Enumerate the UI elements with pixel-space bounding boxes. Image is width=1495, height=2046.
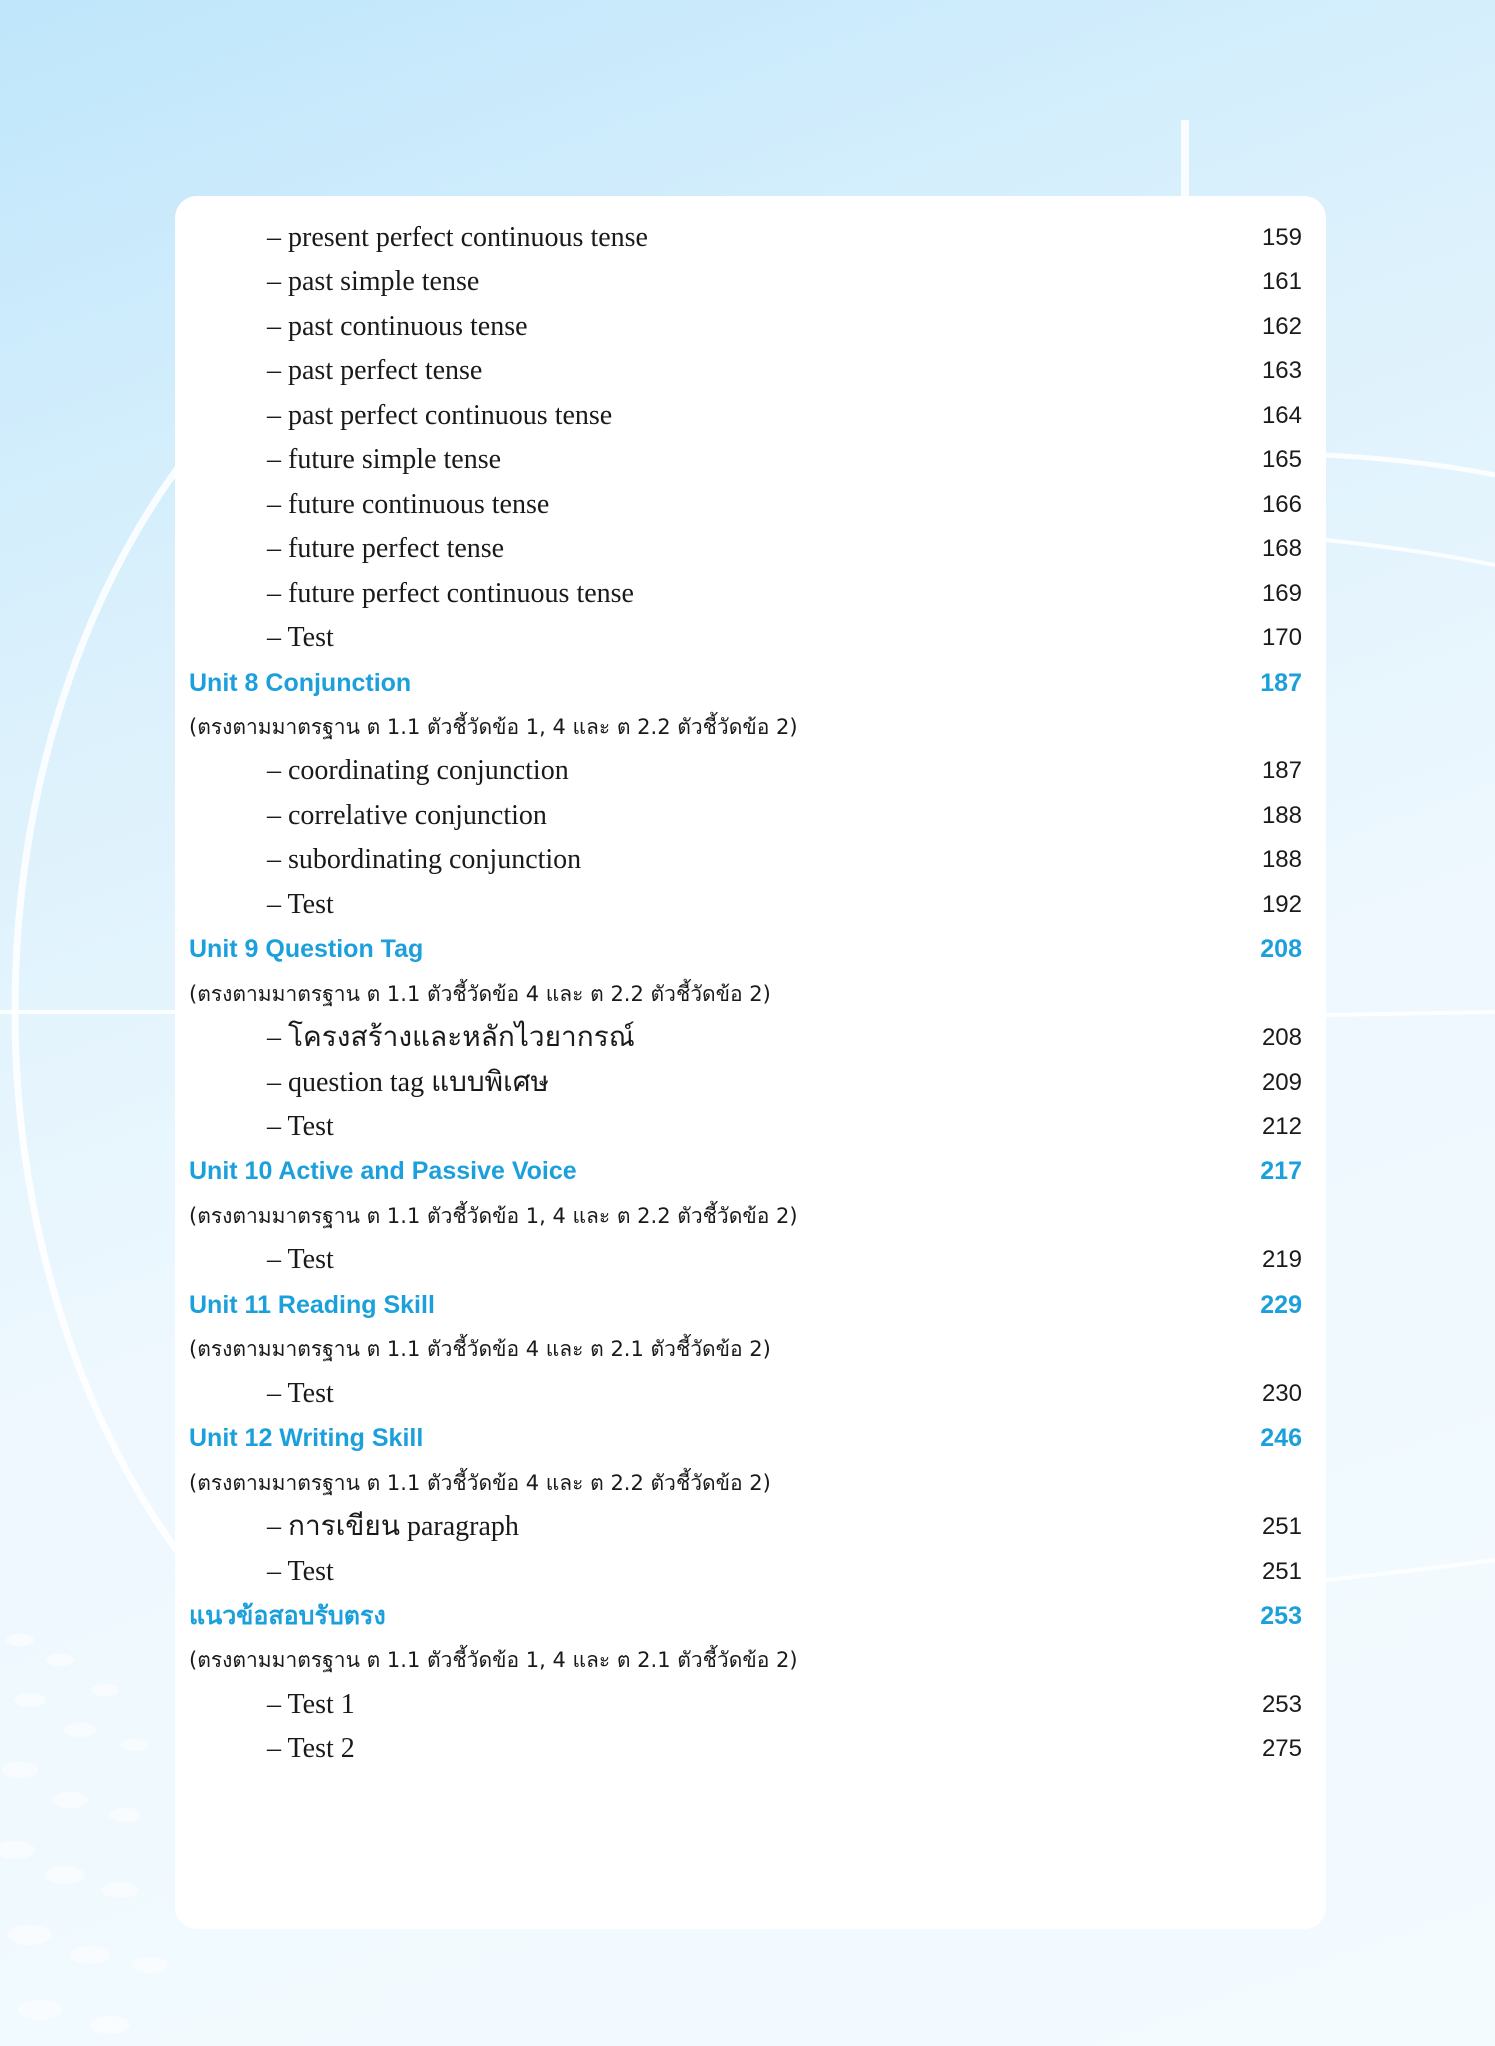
- toc-unit-heading[interactable]: [175, 1594, 1326, 1638]
- toc-entry[interactable]: [175, 1372, 1326, 1416]
- toc-label: – Test: [267, 1377, 334, 1409]
- toc-label: – past perfect continuous tense: [267, 399, 613, 431]
- toc-label: แนวข้อสอบรับตรง: [189, 1601, 386, 1630]
- toc-entry[interactable]: [175, 838, 1326, 882]
- toc-label: – โครงสร้างและหลักไวยากรณ์: [267, 1022, 635, 1054]
- toc-label: – future continuous tense: [267, 488, 550, 520]
- toc-entry[interactable]: [175, 1550, 1326, 1594]
- toc-standard-note: [175, 1327, 1326, 1371]
- toc-label: – present perfect continuous tense: [267, 222, 648, 253]
- toc-label: (ตรงตามมาตรฐาน ต 1.1 ตัวชี้วัดข้อ 4 และ ต 2.2 ตัวชี้วัดข้อ 2): [189, 1470, 771, 1495]
- toc-label: – Test 1: [267, 1688, 355, 1720]
- toc-page-number: 219: [1261, 1246, 1302, 1274]
- toc-entry[interactable]: [175, 438, 1326, 482]
- toc-label: Unit 8 Conjunction: [189, 668, 412, 697]
- toc-page-number: 208: [1260, 935, 1302, 964]
- toc-page-number: 188: [1261, 801, 1302, 829]
- toc-entry[interactable]: [175, 305, 1326, 349]
- toc-page-number: 188: [1261, 846, 1302, 874]
- toc-label: – coordinating conjunction: [267, 755, 569, 787]
- toc-label: – future perfect continuous tense: [267, 577, 634, 609]
- toc-label: Unit 12 Writing Skill: [189, 1424, 424, 1453]
- toc-standard-note: [175, 1194, 1326, 1238]
- toc-label: (ตรงตามมาตรฐาน ต 1.1 ตัวชี้วัดข้อ 4 และ ต 2.2 ตัวชี้วัดข้อ 2): [189, 981, 771, 1006]
- toc-entry[interactable]: [175, 1683, 1326, 1727]
- toc-entry[interactable]: [175, 1238, 1326, 1282]
- toc-entry[interactable]: [175, 1061, 1326, 1105]
- toc-label: (ตรงตามมาตรฐาน ต 1.1 ตัวชี้วัดข้อ 1, 4 และ ต 2.1 ตัวชี้วัดข้อ 2): [189, 1648, 798, 1673]
- toc-page-number: 251: [1261, 1557, 1302, 1585]
- toc-unit-heading[interactable]: [175, 1283, 1326, 1327]
- toc-label: – การเขียน paragraph: [267, 1511, 519, 1543]
- toc-page-number: 253: [1260, 1601, 1302, 1630]
- toc-unit-heading[interactable]: [175, 1416, 1326, 1460]
- toc-panel: [175, 196, 1326, 1929]
- toc-label: – past continuous tense: [267, 310, 528, 342]
- toc-entry[interactable]: [175, 883, 1326, 927]
- toc-label: (ตรงตามมาตรฐาน ต 1.1 ตัวชี้วัดข้อ 1, 4 และ ต 2.2 ตัวชี้วัดข้อ 2): [189, 1203, 798, 1228]
- toc-page-number: 217: [1260, 1157, 1302, 1186]
- toc-page-number: 230: [1261, 1379, 1302, 1407]
- toc-page-number: 187: [1260, 668, 1302, 697]
- toc-entry[interactable]: [175, 483, 1326, 527]
- toc-label: – past perfect tense: [267, 355, 483, 387]
- toc-label: – past simple tense: [267, 266, 480, 298]
- toc-page-number: 169: [1261, 579, 1302, 607]
- toc-unit-heading[interactable]: [175, 661, 1326, 705]
- toc-page-number: 246: [1260, 1424, 1302, 1453]
- toc-entry[interactable]: [175, 749, 1326, 793]
- toc-standard-note: [175, 972, 1326, 1016]
- toc-entry[interactable]: [175, 1105, 1326, 1149]
- toc-page-number: 192: [1261, 890, 1302, 918]
- toc-unit-heading[interactable]: [175, 1149, 1326, 1193]
- toc-label: – future simple tense: [267, 444, 502, 476]
- toc-entry[interactable]: [175, 349, 1326, 393]
- toc-label: – Test: [267, 888, 334, 920]
- toc-entry[interactable]: [175, 1505, 1326, 1549]
- toc-entry[interactable]: [175, 1727, 1326, 1771]
- toc-label: – Test: [267, 1111, 334, 1142]
- toc-label: Unit 11 Reading Skill: [189, 1290, 435, 1319]
- toc-entry[interactable]: [175, 572, 1326, 616]
- toc-standard-note: [175, 1461, 1326, 1505]
- toc-page-number: 165: [1261, 446, 1302, 474]
- toc-page-number: 170: [1261, 624, 1302, 652]
- toc-page-number: 212: [1261, 1113, 1302, 1140]
- toc-page-number: 162: [1261, 312, 1302, 340]
- toc-page-number: 164: [1261, 401, 1302, 429]
- toc-entry[interactable]: [175, 616, 1326, 660]
- toc-label: – Test: [267, 1244, 334, 1276]
- toc-page-number: 209: [1261, 1068, 1302, 1096]
- toc-label: – Test: [267, 1555, 334, 1587]
- toc-page-number: 208: [1261, 1024, 1302, 1052]
- toc-label: (ตรงตามมาตรฐาน ต 1.1 ตัวชี้วัดข้อ 4 และ ต 2.1 ตัวชี้วัดข้อ 2): [189, 1337, 771, 1362]
- toc-page-number: 159: [1261, 224, 1302, 251]
- toc-entry[interactable]: [175, 527, 1326, 571]
- toc-label: – subordinating conjunction: [267, 844, 582, 876]
- toc-standard-note: [175, 1638, 1326, 1682]
- toc-entry[interactable]: [175, 794, 1326, 838]
- toc-page-number: 187: [1261, 757, 1302, 785]
- toc-page-number: 166: [1261, 490, 1302, 518]
- toc-page-number: 168: [1261, 535, 1302, 563]
- toc-label: – Test: [267, 622, 334, 654]
- toc-entry[interactable]: [175, 260, 1326, 304]
- toc-page-number: 161: [1261, 268, 1302, 296]
- toc-label: – question tag แบบพิเศษ: [267, 1066, 549, 1098]
- toc-page-number: 251: [1261, 1513, 1302, 1541]
- toc-entry[interactable]: [175, 216, 1326, 260]
- toc-page-number: 253: [1261, 1690, 1302, 1718]
- toc-label: – correlative conjunction: [267, 799, 547, 831]
- toc-label: Unit 10 Active and Passive Voice: [189, 1157, 577, 1186]
- toc-entry[interactable]: [175, 394, 1326, 438]
- toc-label: (ตรงตามมาตรฐาน ต 1.1 ตัวชี้วัดข้อ 1, 4 และ ต 2.2 ตัวชี้วัดข้อ 2): [189, 714, 798, 739]
- toc-unit-heading[interactable]: [175, 927, 1326, 971]
- toc-entry[interactable]: [175, 1016, 1326, 1060]
- toc-label: Unit 9 Question Tag: [189, 935, 424, 964]
- toc-page-number: 163: [1261, 357, 1302, 385]
- toc-label: – future perfect tense: [267, 533, 505, 565]
- toc-page-number: 229: [1260, 1290, 1302, 1319]
- toc-standard-note: [175, 705, 1326, 749]
- toc-label: – Test 2: [267, 1733, 355, 1765]
- toc-page-number: 275: [1261, 1735, 1302, 1763]
